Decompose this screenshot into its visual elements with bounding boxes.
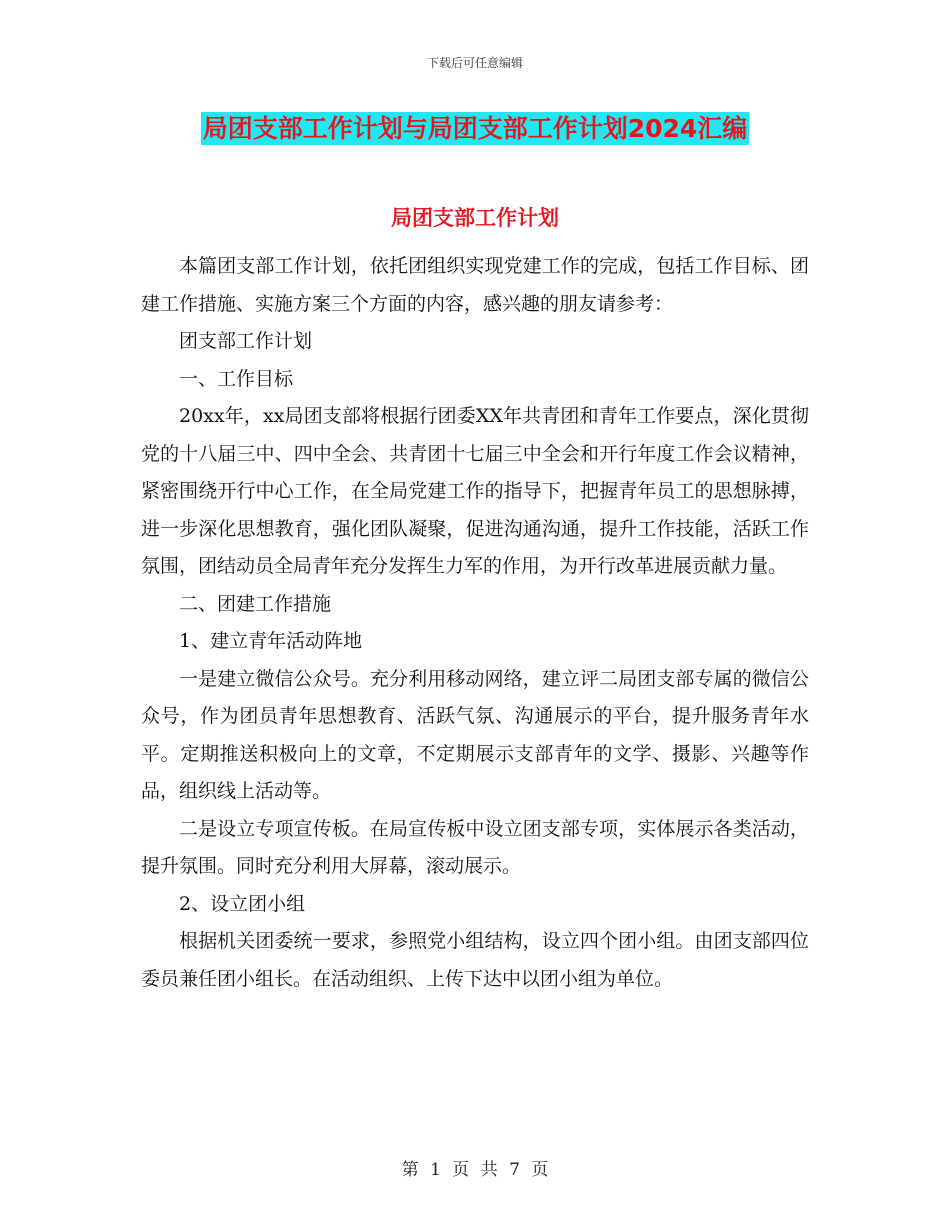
body-text [141, 248, 809, 998]
sub-title: 局团支部工作计划 [391, 206, 559, 230]
paragraph-goals: 20xx年，xx局团支部将根据行团委XX年共青团和青年工作要点，深化贯彻党的十八届三中、四中全会、共青团十七届三中全会和开行年度工作会议精神，紧密围绕开行中心工作，在全局党建工作的指导下，把握青年员工的思想脉搏，进一步深化思想教育，强化团队凝聚，促进沟通沟通，提升工作技能，活跃工作氛围，团结动员全局青年充分发挥生力军的作用，为开行改革进展贡献力量。 [141, 405, 809, 577]
paragraph-intro: 本篇团支部工作计划，依托团组织实现党建工作的完成，包括工作目标、团建工作措施、实施方案三个方面的内容，感兴趣的朋友请参考： [141, 255, 809, 315]
paragraph-section-2: 二、团建工作措施 [179, 592, 332, 615]
paragraph-subsection-1: 1、建立青年活动阵地 [179, 630, 363, 652]
main-title: 局团支部工作计划与局团支部工作计划2024汇编 [202, 114, 748, 143]
main-title-container [0, 112, 950, 145]
paragraph-subsection-2: 2、设立团小组 [179, 892, 306, 915]
paragraph-section-1: 一、工作目标 [179, 367, 294, 390]
page-footer: 第 1 页 共 7 页 [401, 1160, 549, 1180]
paragraph-wechat: 一是建立微信公众号。充分利用移动网络，建立评二局团支部专属的微信公众号，作为团员青年思想教育、活跃气氛、沟通展示的平台，提升服务青年水平。定期推送积极向上的文章，不定期展示支部青年的文学、摄影、兴趣等作品，组织线上活动等。 [141, 667, 809, 802]
paragraph-board: 二是设立专项宣传板。在局宣传板中设立团支部专项，实体展示各类活动，提升氛围。同时充分利用大屏幕，滚动展示。 [141, 817, 809, 877]
header-note: 下载后可任意编辑 [426, 56, 523, 70]
paragraph-groups: 根据机关团委统一要求，参照党小组结构，设立四个团小组。由团支部四位委员兼任团小组长。在活动组织、上传下达中以团小组为单位。 [141, 930, 809, 990]
paragraph-heading: 团支部工作计划 [179, 330, 313, 352]
